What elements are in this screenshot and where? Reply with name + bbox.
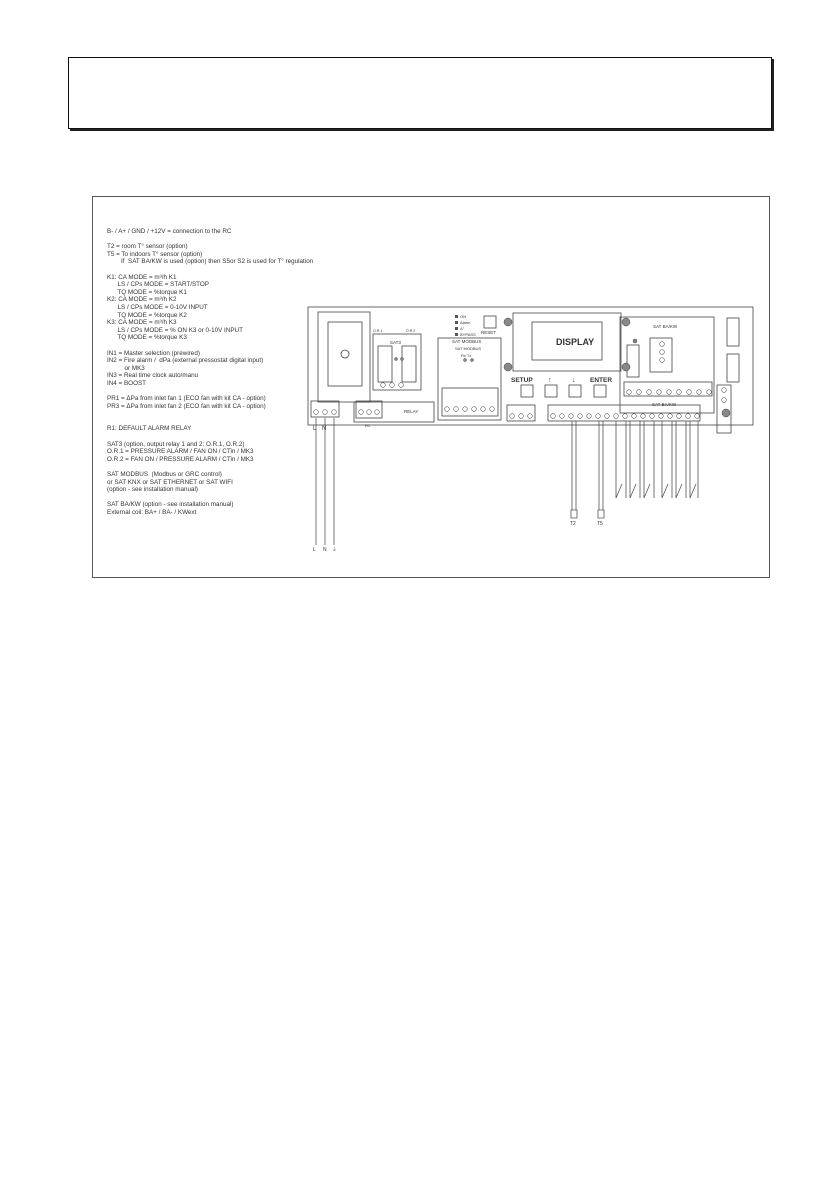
legend-line: [107, 463, 327, 471]
legend-line: If SAT BA/KW is used (option) then S5or S2 is used for T° regulation: [107, 258, 314, 266]
bottom-l-label: L: [313, 547, 316, 553]
legend-line: R1: DEFAULT ALARM RELAY: [107, 425, 192, 433]
wiring-legend: [107, 228, 327, 517]
t2-label: T2: [570, 521, 576, 527]
legend-line: IN3 = Real time clock auto/manu: [107, 372, 199, 380]
sat-modbus-title: SAT MODBUS: [455, 346, 482, 351]
legend-line: PR1 = ΔPa from inlet fan 1 (ECO fan with kit CA - option): [107, 395, 266, 403]
legend-line: LS / CPs MODE = 0-10V INPUT: [107, 303, 208, 311]
legend-line: K3: CA MODE = m³/h K3: [107, 319, 177, 327]
up-arrow-icon: ↑: [548, 377, 552, 384]
bottom-n-label: N: [323, 547, 327, 553]
legend-line: TQ MODE = %torque K3: [107, 334, 187, 342]
rx-tx-label: Rx Tx: [461, 353, 472, 358]
legend-line: or SAT KNX or SAT ETHERNET or SAT WIFI: [107, 478, 233, 486]
legend-line: [107, 494, 327, 502]
legend-line: PR3 = ΔPa from inlet fan 2 (ECO fan with kit CA - option): [107, 402, 266, 410]
legend-line: SAT BA/KW (option - see installation manual): [107, 501, 234, 509]
led-bypass-label: BYPASS: [460, 332, 476, 337]
legend-line: TQ MODE = %torque K1: [107, 288, 187, 296]
legend-line: [107, 266, 327, 274]
legend-line: K1: CA MODE = m³/h K1: [107, 273, 177, 281]
legend-line: TQ MODE = %torque K2: [107, 311, 187, 319]
r1-label: R1: [365, 423, 371, 428]
display-label: DISPLAY: [556, 337, 595, 347]
legend-line: B- / A+ / GND / +12V = connection to the RC: [107, 228, 232, 235]
legend-line: LS / CPs MODE = START/STOP: [107, 281, 209, 289]
sat3-or1-label: O.R.1: [373, 329, 383, 333]
terminal-n-label: N: [322, 426, 327, 432]
legend-line: O.R.1 = PRESSURE ALARM / FAN ON / CTin / MK3: [107, 448, 254, 456]
legend-line: LS / CPs MODE = % ON K3 or 0-10V INPUT: [107, 326, 243, 334]
enter-label: ENTER: [590, 377, 613, 384]
bottom-earth-label: ⏚: [332, 547, 338, 553]
setup-label: SETUP: [511, 377, 533, 384]
sat-bakw-top-label: SAT BA/KW: [653, 324, 678, 329]
reset-label: RESET: [481, 330, 497, 335]
sat-modbus-header: SAT MODBUS: [452, 339, 482, 344]
legend-line: K2: CA MODE = m³/h K2: [107, 296, 177, 304]
led-alarm-label: Alarm: [460, 320, 471, 325]
sat3-or2-label: O.R.2: [406, 329, 416, 333]
legend-line: SAT MODBUS (Modbus or GRC control): [107, 471, 222, 478]
legend-line: T2 = room T° sensor (option): [107, 243, 188, 251]
legend-line: IN1 = Master selection (prewired): [107, 349, 200, 357]
led-delta-label: Δ°: [460, 326, 465, 331]
relay-r1-label: RELAY: [404, 409, 419, 414]
led-on-label: ON: [460, 314, 466, 319]
legend-line: IN2 = Fire alarm / dPa (external pressostat digital input): [107, 357, 264, 365]
legend-line: [107, 433, 327, 441]
legend-line: or MK3: [107, 364, 145, 372]
header-box: [68, 57, 772, 129]
legend-line: (option - see installation manual): [107, 486, 199, 494]
down-arrow-icon: ↓: [572, 377, 576, 384]
legend-line: T5 = To indoors T° sensor (option): [107, 250, 203, 258]
legend-line: [107, 418, 327, 426]
legend-line: O.R.2 = FAN ON / PRESSURE ALARM / CTin / MK3: [107, 455, 254, 463]
legend-line: [107, 387, 327, 395]
legend-line: [107, 410, 327, 418]
legend-line: External coil: BA+ / BA- / KWext: [107, 508, 197, 516]
legend-line: [107, 342, 327, 350]
legend-line: IN4 = BOOST: [107, 379, 147, 387]
t5-label: T5: [597, 521, 603, 527]
sat-bakw-bottom-label: SAT BA/KW: [652, 402, 677, 407]
terminal-l-label: L: [313, 426, 317, 432]
sat3-label: SAT3: [390, 340, 401, 345]
legend-line: SAT3 (option, output relay 1 and 2: O.R.1, O.R.2): [107, 440, 245, 448]
